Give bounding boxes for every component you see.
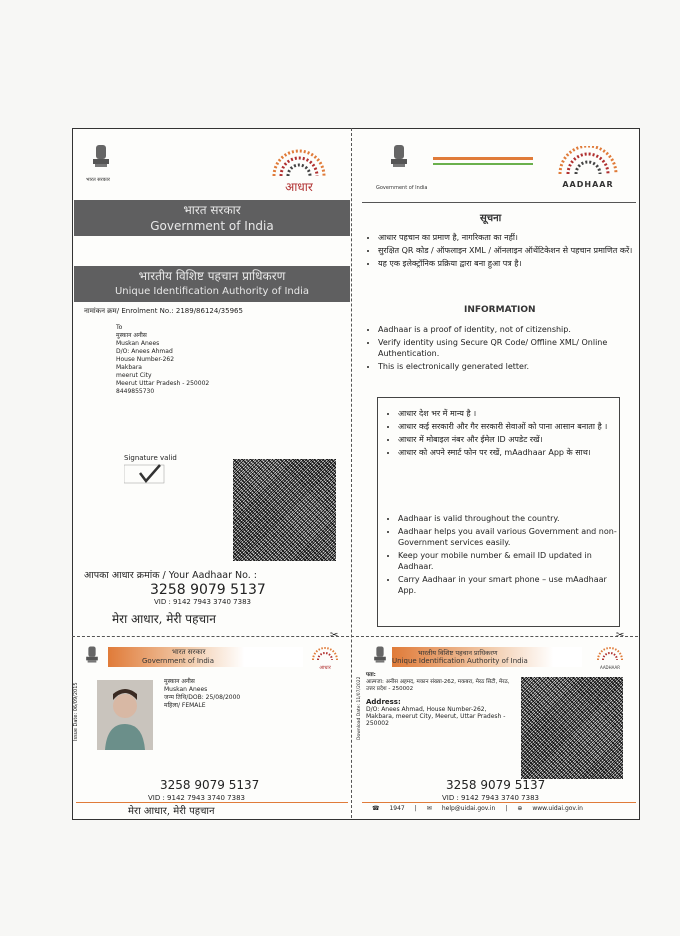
footer-separator-2: | [505,805,508,812]
uidai-english: Unique Identification Authority of India [114,286,310,297]
front-emblem-icon [84,645,100,671]
box-hindi-item: • आधार देश भर में मान्य है । [398,408,620,419]
front-tagline: मेरा आधार, मेरी पहचान [128,806,215,817]
front-logo-text: आधार [319,665,331,671]
signature-valid-icon [124,463,172,485]
pata-label: पता: [366,672,376,678]
address-line: House Number-262 [116,356,175,363]
uidai-band [74,266,350,302]
govt-caption: Government of India [376,185,428,191]
aadhaar-logo-icon [268,148,330,192]
gender: महिला/ FEMALE [164,702,206,709]
information-title: INFORMATION [464,305,536,315]
aadhaar-number-label: आपका आधार क्रमांक / Your Aadhaar No. : [84,570,258,581]
front-details [164,678,240,710]
dob: जन्म तिथि/DOB: 25/08/2000 [164,694,241,701]
back-emblem-icon [372,645,388,671]
aadhaar-number: 3258 9079 5137 [150,582,266,598]
address-line: Meerut Uttar Pradesh - 250002 [116,380,210,387]
recipient-address [116,324,209,396]
address-line: Makbara [116,364,142,371]
scissors-icon: ✂ [330,630,339,641]
govt-hindi: भारत सरकार [183,203,241,217]
suchna-item: • सुरक्षित QR कोड / ऑफलाइन XML / ऑनलाइन ऑथेंटिकेशन से पहचान प्रमाणित करें। [378,245,640,256]
pata-text: आत्मजा: अनीस अहमद, मकान संख्या-262, मकबरा, मेरठ सिटी, मेरठ, उत्तर प्रदेश - 250002 [366,679,510,692]
aadhaar-logo-text: आधार [285,180,313,194]
horizontal-cut-line [72,636,638,637]
qr-code [233,459,336,561]
suchna-item: • आधार पहचान का प्रमाण है, नागरिकता का नहीं। [378,232,640,243]
information-item: • Aadhaar is a proof of identity, not of citizenship. [378,324,640,335]
box-hindi-item: • आधार को अपने स्मार्ट फोन पर रखें, mAadhaar App के साथ। [398,447,620,458]
phone-icon: ☎ [372,805,380,812]
box-hindi-list [386,408,620,460]
aadhaar-logo-text-right: AADHAAR [562,180,614,189]
box-english-item: • Aadhaar helps you avail various Government and non-Government services easily. [398,526,620,548]
front-govt-hindi: भारत सरकार [172,648,206,656]
front-aadhaar-logo-icon [310,646,340,671]
box-english-list [386,513,620,598]
issue-date: Issue Date: 06/09/2015 [73,682,79,741]
govt-english: Government of India [150,219,274,233]
uidai-hindi: भारतीय विशिष्ट पहचान प्राधिकरण [138,269,286,283]
footer-web: www.uidai.gov.in [532,805,583,812]
front-aadhaar-number: 3258 9079 5137 [160,778,260,792]
vertical-cut-line [351,128,352,818]
enrolment-number: नामांकन क्रम/ Enrolment No.: 2189/86124/35965 [84,307,243,315]
back-aadhaar-number: 3258 9079 5137 [446,778,546,792]
address-label: Address: [366,698,401,706]
address-line: Muskan Anees [116,340,160,347]
address-line: 8449855730 [116,388,155,395]
address-line: meerut City [116,372,152,379]
back-vid: VID : 9142 7943 3740 7383 [442,794,539,802]
tricolor-stripe [433,157,533,160]
tagline: मेरा आधार, मेरी पहचान [112,612,216,626]
email-icon: ✉ [426,805,432,812]
front-govt-english: Government of India [142,657,215,665]
photo [97,680,153,750]
govt-band [74,200,350,236]
back-address-block [366,672,516,727]
signature-label: Signature valid [124,454,177,462]
back-aadhaar-logo-icon [594,646,626,668]
footer-email: help@uidai.gov.in [441,805,496,812]
box-hindi-item: • आधार कई सरकारी और गैर सरकारी सेवाओं को पाना आसान बनाता है । [398,421,620,432]
box-hindi-item: • आधार में मोबाइल नंबर और ईमेल ID अपडेट रखें। [398,434,620,445]
address-line: मुस्कान अनीस [116,332,147,339]
emblem-icon-right [388,143,410,177]
emblem-icon [90,143,112,177]
download-date: Download Date: 11/07/2022 [357,676,362,740]
emblem-caption: भारत सरकार [86,177,110,183]
suchna-title: सूचना [480,213,502,224]
footer-separator: | [414,805,417,812]
header-rule [362,202,636,203]
information-item: • This is electronically generated letter. [378,361,640,372]
footer-phone: 1947 [389,805,405,812]
back-logo-text: AADHAAR [599,665,621,670]
suchna-list [366,232,640,271]
box-english-item: • Keep your mobile number & email ID updated in Aadhaar. [398,550,620,572]
address-text: D/O: Anees Ahmad, House Number-262, Makbara, meerut City, Meerut, Uttar Pradesh - 250002 [366,706,506,727]
suchna-item: • यह एक इलेक्ट्रॉनिक प्रक्रिया द्वारा बना हुआ पत्र है। [378,258,640,269]
scissors-icon-right: ✂ [616,630,625,641]
web-icon: ⊕ [517,805,523,812]
address-line: D/O: Anees Ahmad [116,348,173,355]
vid-number: VID : 9142 7943 3740 7383 [154,598,251,606]
back-uidai-hindi: भारतीय विशिष्ट पहचान प्राधिकरण [418,649,498,657]
back-uidai-english: Unique Identification Authority of India [392,657,528,665]
box-english-item: • Aadhaar is valid throughout the country. [398,513,620,524]
box-english-item: • Carry Aadhaar in your smart phone – use mAadhaar App. [398,574,620,596]
back-footer [372,805,583,812]
name-hindi: मुस्कान अनीस [164,678,195,685]
address-line: To [116,324,123,331]
tricolor-stripe-green [433,163,533,165]
information-list [366,324,640,374]
front-vid: VID : 9142 7943 3740 7383 [148,794,245,802]
back-footer-rule [362,802,636,803]
name-english: Muskan Anees [164,686,208,693]
information-item: • Verify identity using Secure QR Code/ Offline XML/ Online Authentication. [378,337,640,359]
aadhaar-logo-right-icon [552,146,624,192]
back-qr-code [521,677,623,779]
